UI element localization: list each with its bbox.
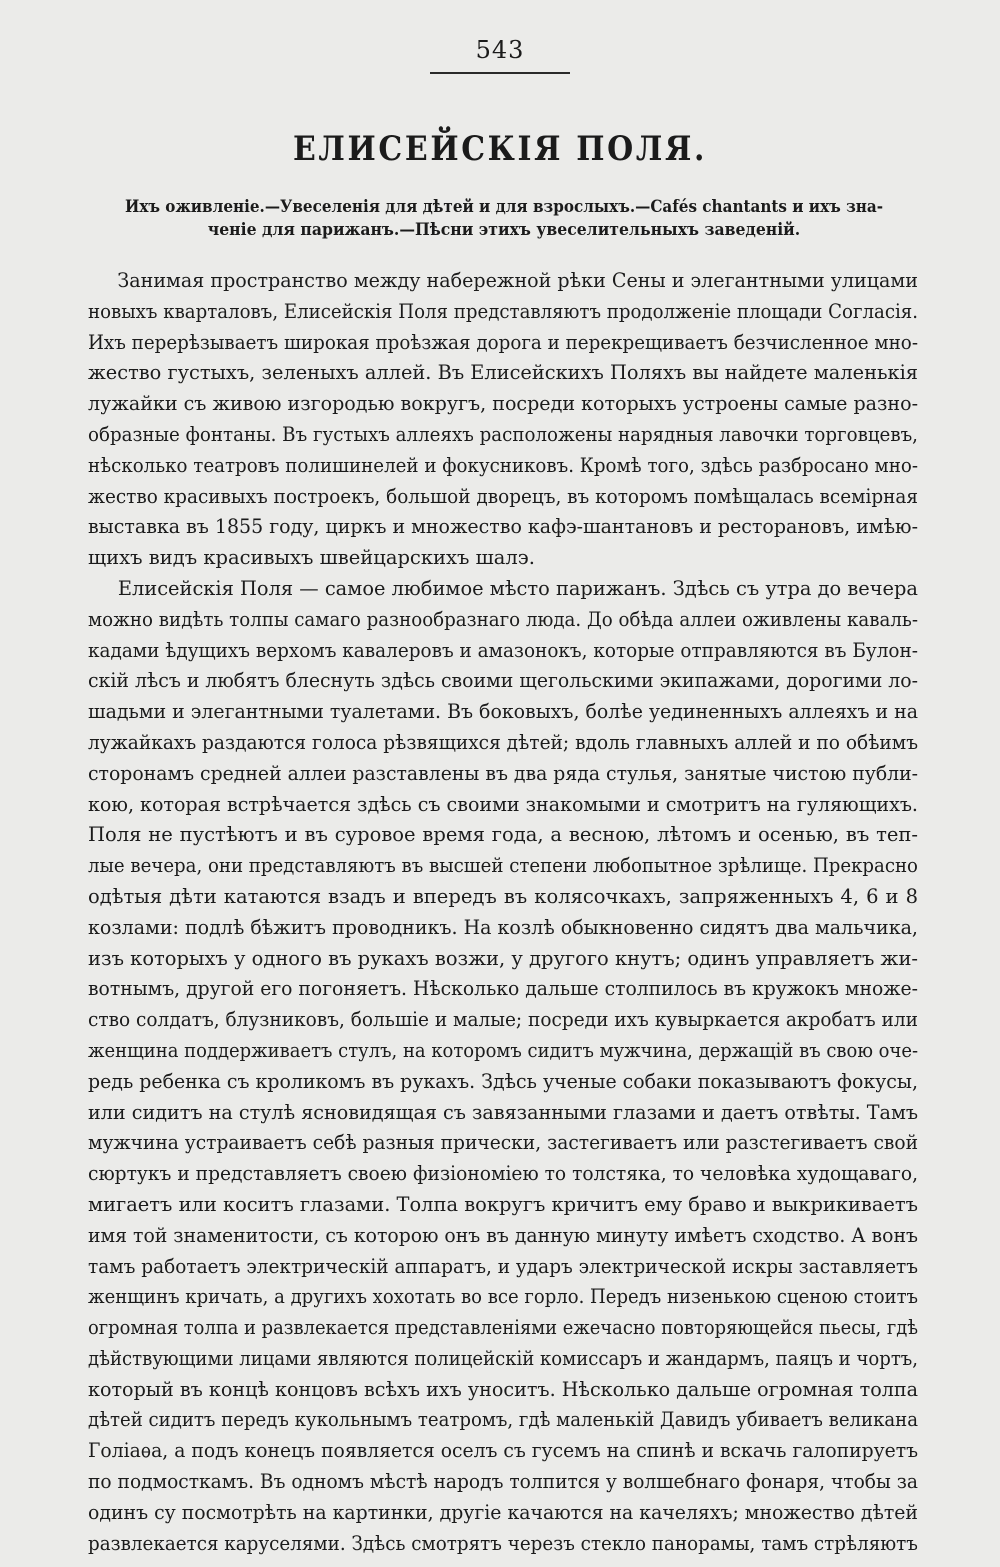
text-line: кадами ѣдущихъ верхомъ кавалеровъ и амазонокъ, которые отправляются въ Булон- <box>88 638 918 662</box>
chapter-summary <box>125 196 883 242</box>
text-line: кою, которая встрѣчается здѣсь съ своими знакомыми и смотритъ на гуляющихъ. <box>88 792 919 816</box>
text-line: козлами: подлѣ бѣжитъ проводникъ. На козлѣ обыкновенно сидятъ два мальчика, <box>88 915 918 939</box>
chapter-title: ЕЛИСЕЙСКІЯ ПОЛЯ. <box>292 129 708 169</box>
text-line: сторонамъ средней аллеи разставлены въ два ряда стулья, занятые чистою публи- <box>88 761 919 785</box>
text-line: щихъ видъ красивыхъ швейцарскихъ шалэ. <box>88 546 535 570</box>
text-line: развлекается каруселями. Здѣсь смотрятъ черезъ стекло панорамы, тамъ стрѣляютъ <box>88 1531 918 1555</box>
text-line: женщина поддерживаетъ стулъ, на которомъ сидитъ мужчина, держащій въ свою оче- <box>88 1038 919 1062</box>
text-line: дѣтей сидитъ передъ кукольнымъ театромъ, гдѣ маленькій Давидъ убиваетъ великана <box>88 1408 919 1432</box>
text-line: новыхъ кварталовъ, Елисейскія Поля представляютъ продолженіе площади Согласія. <box>88 299 919 323</box>
text-line: Занимая пространство между набережной рѣки Сены и элегантными улицами <box>117 269 918 292</box>
text-line: Поля не пустѣютъ и въ суровое время года, а весною, лѣтомъ и осенью, въ теп- <box>88 823 918 847</box>
header-rule <box>430 72 570 74</box>
text-line: жество густыхъ, зеленыхъ аллей. Въ Елисейскихъ Поляхъ вы найдете маленькія <box>88 361 918 385</box>
page-number: 543 <box>475 36 525 64</box>
text-line: лужайкахъ раздаются голоса рѣзвящихся дѣтей; вдоль главныхъ аллей и по обѣимъ <box>88 730 919 754</box>
text-line: изъ которыхъ у одного въ рукахъ возжи, у другого кнутъ; одинъ управляетъ жи- <box>88 946 919 970</box>
text-line: сюртукъ и представляетъ своею физіономіею то толстяка, то человѣка худощаваго, <box>88 1162 919 1186</box>
text-line: имя той знаменитости, съ которою онъ въ данную минуту имѣетъ сходство. А вонъ <box>88 1223 918 1247</box>
text-line: который въ концѣ концовъ всѣхъ ихъ уноситъ. Нѣсколько дальше огромная толпа <box>88 1377 919 1401</box>
body-text <box>88 266 918 1559</box>
text-line: дѣйствующими лицами являются полицейскій комиссаръ и жандармъ, паяцъ и чортъ, <box>88 1346 919 1370</box>
text-line: или сидитъ на стулѣ ясновидящая съ завязанными глазами и даетъ отвѣты. Тамъ <box>88 1100 919 1124</box>
text-line: жество красивыхъ построекъ, большой дворецъ, въ которомъ помѣщалась всемірная <box>88 484 919 508</box>
summary-line: ченіе для парижанъ.—Пѣсни этихъ увеселительныхъ заведеній. <box>207 220 801 240</box>
text-line: лужайки съ живою изгородью вокругъ, посреди которыхъ устроены самые разно- <box>88 392 919 416</box>
text-line: Елисейскія Поля — самое любимое мѣсто парижанъ. Здѣсь съ утра до вечера <box>117 576 918 600</box>
text-line: тамъ работаетъ электрическій аппаратъ, и ударъ электрической искры заставляетъ <box>88 1254 919 1278</box>
text-line: нѣсколько театровъ полишинелей и фокусниковъ. Кромѣ того, здѣсь разбросано мно- <box>88 453 918 477</box>
text-line: огромная толпа и развлекается представленіями ежечасно повторяющейся пьесы, гдѣ <box>88 1316 919 1340</box>
summary-line: Ихъ оживленіе.—Увеселенія для дѣтей и для взрослыхъ.—Cafés chantants и ихъ зна- <box>124 197 884 217</box>
text-line: одѣтыя дѣти катаются взадъ и впередъ въ колясочкахъ, запряженныхъ 4, 6 и 8 <box>88 884 918 908</box>
text-line: мужчина устраиваетъ себѣ разныя прически, застегиваетъ или разстегиваетъ свой <box>88 1131 919 1155</box>
text-line: ство солдатъ, блузниковъ, большіе и малые; посреди ихъ кувыркается акробатъ или <box>88 1008 918 1032</box>
text-line: Ихъ перерѣзываетъ широкая проѣзжая дорога и перекрещиваетъ безчисленное мно- <box>88 330 918 354</box>
text-line: образные фонтаны. Въ густыхъ аллеяхъ расположены нарядныя лавочки торговцевъ, <box>88 422 918 446</box>
text-line: мигаетъ или коситъ глазами. Толпа вокругъ кричитъ ему браво и выкрикиваетъ <box>88 1192 919 1216</box>
text-line: редь ребенка съ кроликомъ въ рукахъ. Здѣсь ученые собаки показываютъ фокусы, <box>88 1069 918 1093</box>
text-line: вотнымъ, другой его погоняетъ. Нѣсколько дальше столпилось въ кружокъ множе- <box>88 977 918 1001</box>
text-line: лые вечера, они представляютъ въ высшей степени любопытное зрѣлище. Прекрасно <box>88 854 918 878</box>
text-line: шадьми и элегантными туалетами. Въ боковыхъ, болѣе уединенныхъ аллеяхъ и на <box>88 700 919 724</box>
text-line: Голіаѳа, а подъ конецъ появляется оселъ съ гусемъ на спинѣ и вскачь галопируетъ <box>88 1439 919 1463</box>
text-line: скій лѣсъ и любятъ блеснуть здѣсь своими щегольскими экипажами, дорогими ло- <box>88 669 918 693</box>
text-line: одинъ су посмотрѣть на картинки, другіе качаются на качеляхъ; множество дѣтей <box>88 1500 919 1524</box>
text-line: можно видѣть толпы самаго разнообразнаго люда. До обѣда аллеи оживлены каваль- <box>88 607 918 631</box>
text-line: выставка въ 1855 году, циркъ и множество кафэ-шантановъ и ресторановъ, имѣю- <box>88 515 918 539</box>
text-line: женщинъ кричать, а другихъ хохотать во все горло. Передъ низенькою сценою стоитъ <box>88 1285 919 1309</box>
text-line: по подмосткамъ. Въ одномъ мѣстѣ народъ толпится у волшебнаго фонаря, чтобы за <box>88 1470 918 1494</box>
